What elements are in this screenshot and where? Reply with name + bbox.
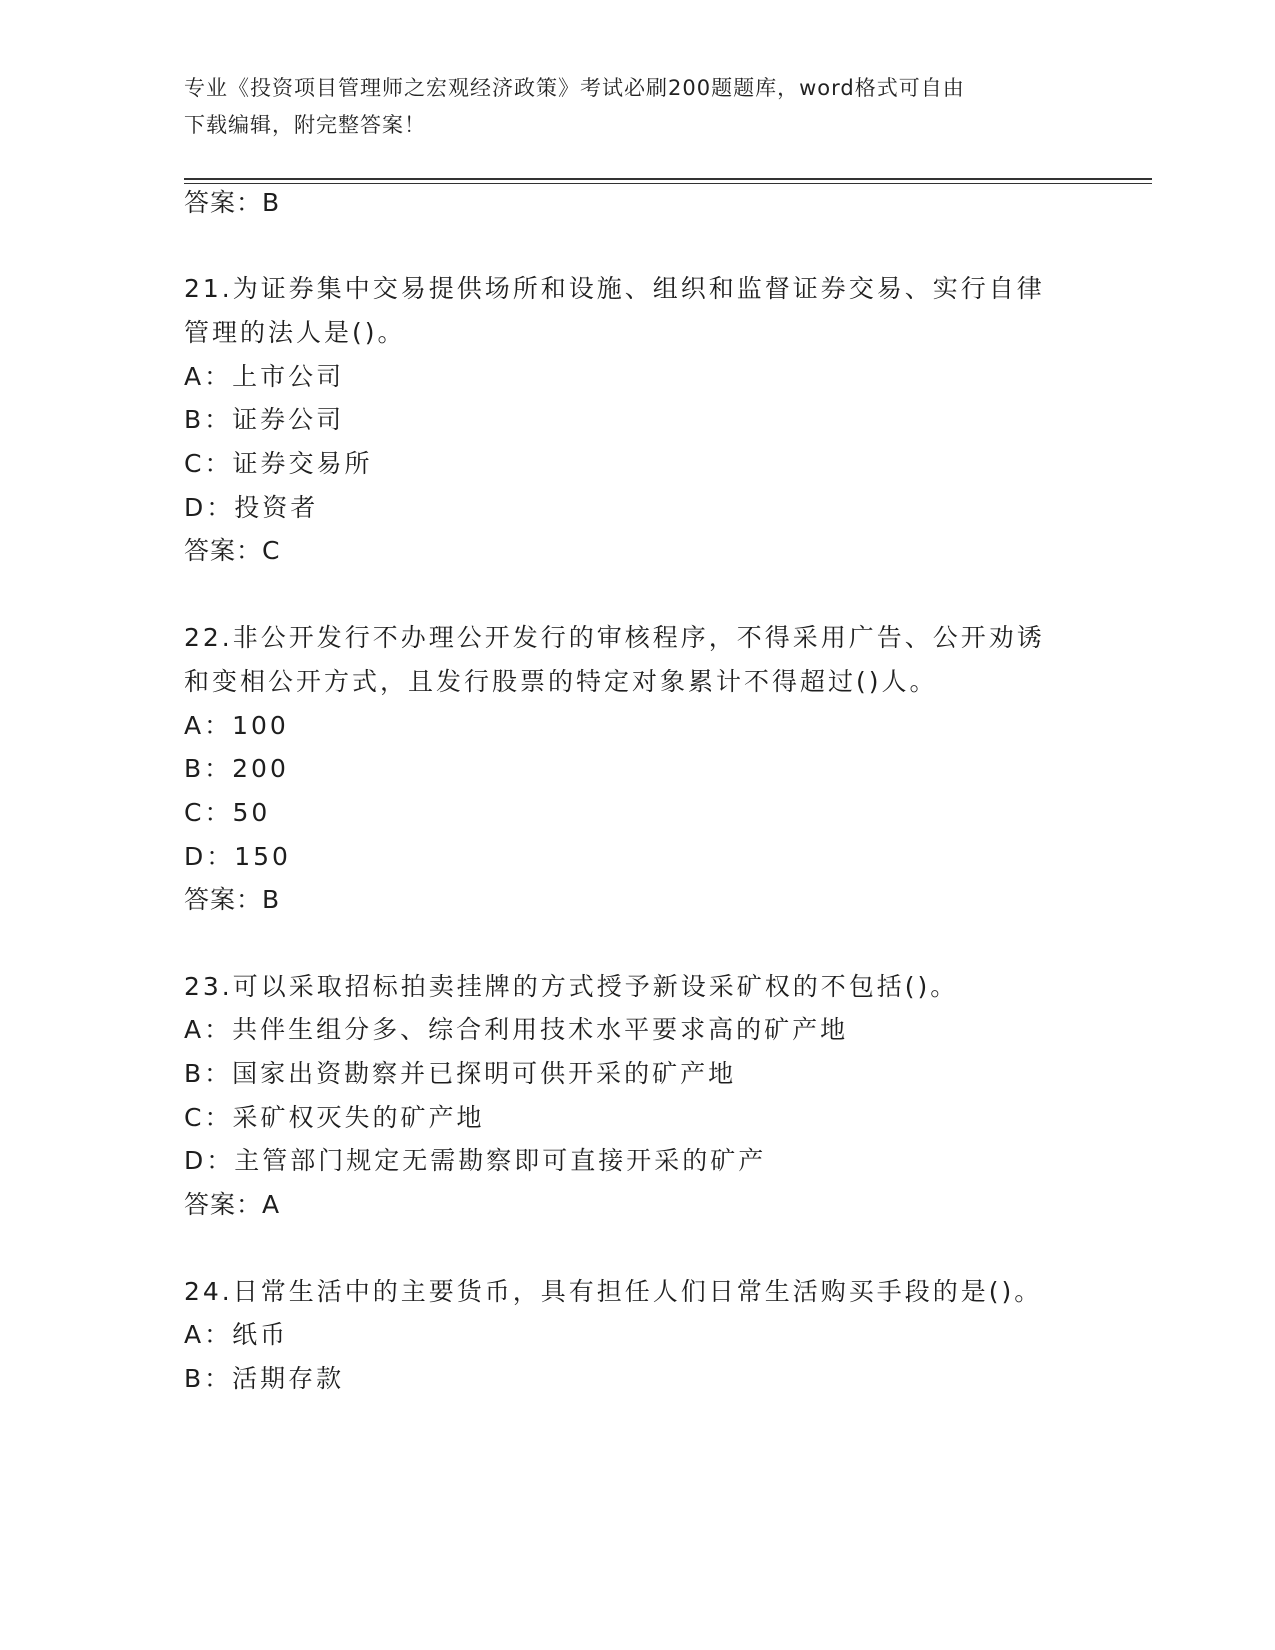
question-23-option-b: B：国家出资勘察并已探明可供开采的矿产地 — [184, 1059, 737, 1088]
previous-answer: 答案：B — [184, 188, 281, 217]
question-22-option-b: B：200 — [184, 754, 289, 783]
header-divider-thin — [184, 183, 1152, 184]
question-22-option-a: A：100 — [184, 711, 289, 740]
question-21-option-b: B：证券公司 — [184, 405, 345, 434]
question-24-option-a: A：纸币 — [184, 1320, 289, 1349]
question-22-option-d: D：150 — [184, 842, 291, 871]
question-23-answer: 答案：A — [184, 1190, 281, 1219]
header-line-1: 专业《投资项目管理师之宏观经济政策》考试必刷200题题库，word格式可自由 — [184, 76, 965, 100]
question-21-option-c: C：证券交易所 — [184, 449, 373, 478]
question-21-stem-line-2: 管理的法人是()。 — [184, 318, 406, 347]
question-24-option-b: B：活期存款 — [184, 1364, 345, 1393]
question-23-stem-line-1: 23.可以采取招标拍卖挂牌的方式授予新设采矿权的不包括()。 — [184, 972, 959, 1001]
question-21-answer: 答案：C — [184, 536, 281, 565]
header-line-2: 下载编辑，附完整答案！ — [184, 113, 426, 137]
question-22-stem-line-1: 22.非公开发行不办理公开发行的审核程序，不得采用广告、公开劝诱 — [184, 623, 1045, 652]
question-21-option-a: A：上市公司 — [184, 362, 345, 391]
question-22-answer: 答案：B — [184, 885, 281, 914]
question-23-option-c: C：采矿权灭失的矿产地 — [184, 1103, 485, 1132]
question-22-stem-line-2: 和变相公开方式，且发行股票的特定对象累计不得超过()人。 — [184, 667, 938, 696]
question-23-option-a: A：共伴生组分多、综合利用技术水平要求高的矿产地 — [184, 1015, 849, 1044]
question-24-stem-line-1: 24.日常生活中的主要货币，具有担任人们日常生活购买手段的是()。 — [184, 1277, 1043, 1306]
document-header — [184, 70, 1064, 144]
question-22-option-c: C：50 — [184, 798, 271, 827]
header-divider-thick — [184, 178, 1152, 180]
question-21-option-d: D：投资者 — [184, 493, 319, 522]
question-23-option-d: D：主管部门规定无需勘察即可直接开采的矿产 — [184, 1146, 767, 1175]
question-21-stem-line-1: 21.为证券集中交易提供场所和设施、组织和监督证券交易、实行自律 — [184, 274, 1045, 303]
